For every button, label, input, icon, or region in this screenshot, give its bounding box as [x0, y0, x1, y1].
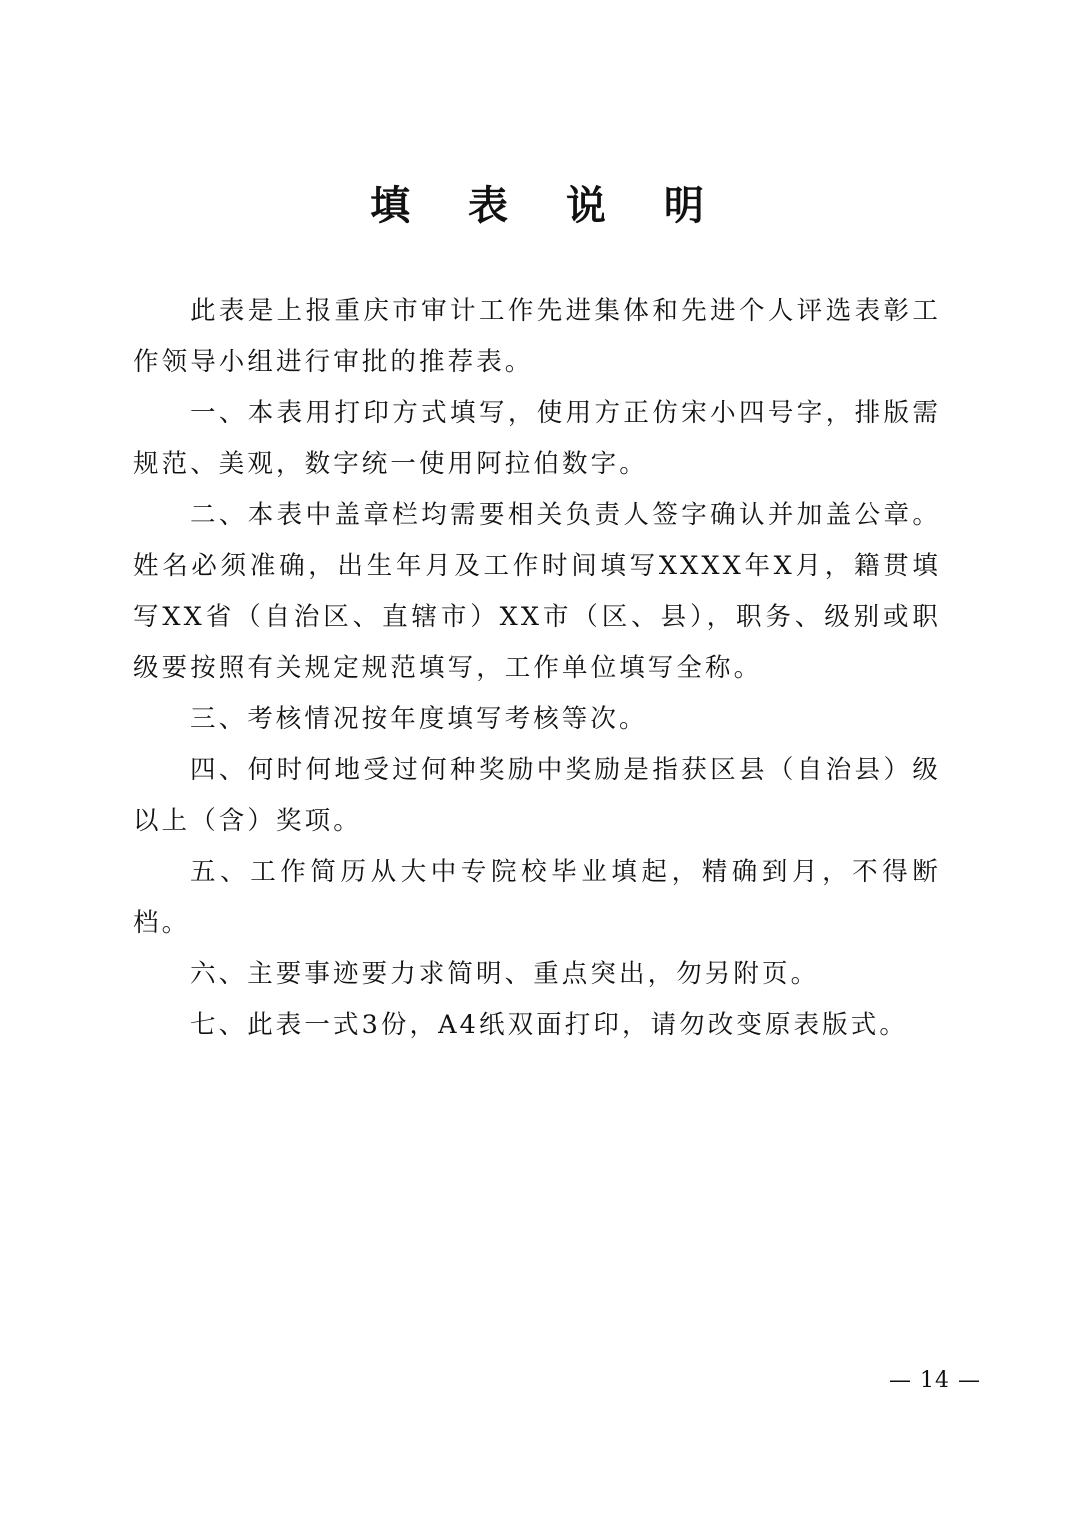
paragraph-item-1: 一、本表用打印方式填写，使用方正仿宋小四号字，排版需规范、美观，数字统一使用阿拉伯数字。 — [133, 398, 941, 479]
paragraph-item-7: 七、此表一式3份，A4纸双面打印，请勿改变原表版式。 — [190, 1010, 908, 1040]
paragraph-item-3: 三、考核情况按年度填写考核等次。 — [190, 704, 648, 734]
paragraph-item-4: 四、何时何地受过何种奖励中奖励是指获区县（自治县）级以上（含）奖项。 — [133, 755, 941, 836]
instructions-body — [133, 286, 941, 1051]
paragraph-item-5: 五、工作简历从大中专院校毕业填起，精确到月，不得断档。 — [133, 857, 941, 938]
paragraph-item-2: 二、本表中盖章栏均需要相关负责人签字确认并加盖公章。姓名必须准确，出生年月及工作时间填写XXXX年X月，籍贯填写XX省（自治区、直辖市）XX市（区、县），职务、级别或职级要按照有关规定规范填写，工作单位填写全称。 — [133, 500, 941, 683]
paragraph-item-6: 六、主要事迹要力求简明、重点突出，勿另附页。 — [190, 959, 820, 989]
page-number: — 14 — — [889, 1368, 981, 1393]
paragraph-intro: 此表是上报重庆市审计工作先进集体和先进个人评选表彰工作领导小组进行审批的推荐表。 — [133, 296, 941, 377]
page-title: 填 表 说 明 — [370, 182, 726, 229]
